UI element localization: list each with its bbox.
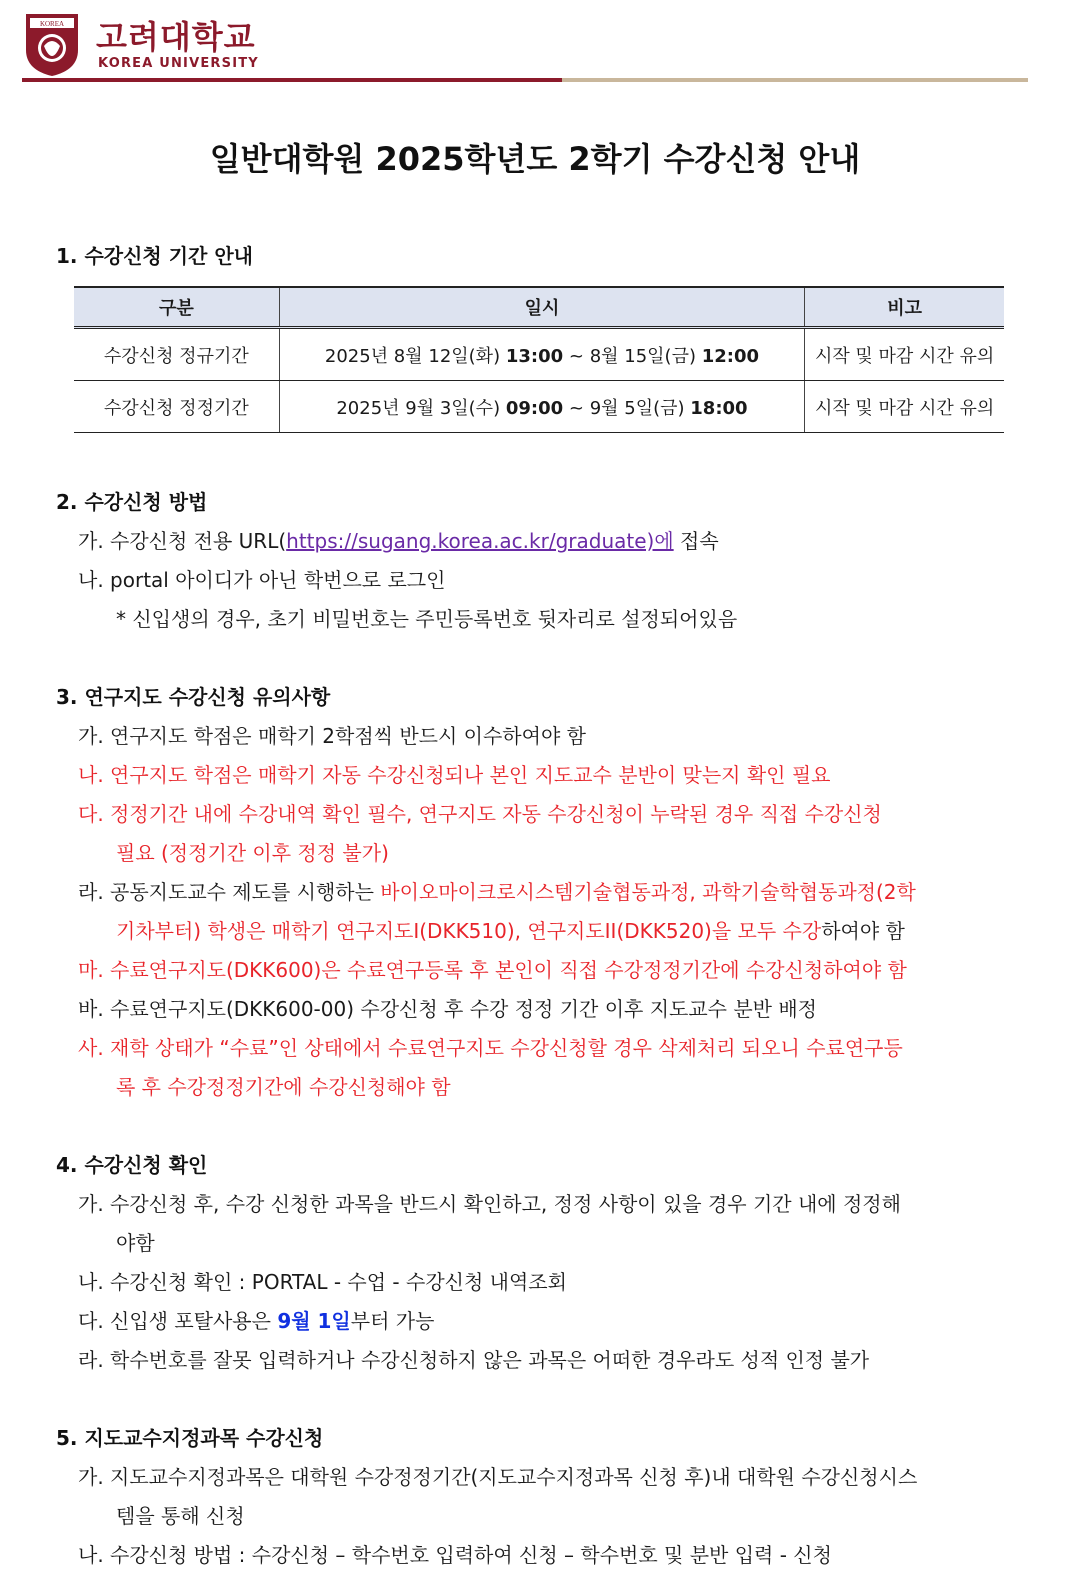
section2-note: * 신입생의 경우, 초기 비밀번호는 주민등록번호 뒷자리로 설정되어있음 [116, 607, 738, 631]
section3-item-f: 바. 수료연구지도(DKK600-00) 수강신청 후 수강 정정 기간 이후 지도교수 분반 배정 [78, 997, 817, 1021]
table-header-row [74, 287, 1004, 328]
section4-heading: 4. 수강신청 확인 [56, 1153, 208, 1177]
section1-heading: 1. 수강신청 기간 안내 [56, 244, 253, 268]
section2-heading: 2. 수강신청 방법 [56, 490, 208, 514]
period-table [74, 286, 1004, 433]
section3-item-d-cont: 기차부터) 학생은 매학기 연구지도I(DKK510), 연구지도II(DKK520)을 모두 수강하여야 함 [116, 919, 905, 943]
section5-item-b: 나. 수강신청 방법 : 수강신청 – 학수번호 입력하여 신청 – 학수번호 및 분반 입력 - 신청 [78, 1543, 832, 1567]
table-row [74, 328, 1004, 381]
section5-item-a-cont: 템을 통해 신청 [116, 1504, 245, 1528]
section3-item-c-cont: 필요 (정정기간 이후 정정 불가) [116, 841, 389, 865]
university-name-ko: 고려대학교 [96, 18, 256, 56]
section4-item-c: 다. 신입생 포탈사용은 9월 1일부터 가능 [78, 1309, 435, 1333]
section3-item-g: 사. 재학 상태가 “수료”인 상태에서 수료연구지도 수강신청할 경우 삭제처리 되오니 수료연구등 [78, 1036, 903, 1060]
period-datetime: 2025년 8월 12일(화) 13:00 ~ 8월 15일(금) 12:00 [279, 328, 805, 381]
section3-item-e: 마. 수료연구지도(DKK600)은 수료연구등록 후 본인이 직접 수강정정기간에 수강신청하여야 함 [78, 958, 907, 982]
period-note: 시작 및 마감 시간 유의 [805, 381, 1004, 433]
section5-heading: 5. 지도교수지정과목 수강신청 [56, 1426, 324, 1450]
page-title: 일반대학원 2025학년도 2학기 수강신청 안내 [209, 140, 861, 178]
section5-item-a: 가. 지도교수지정과목은 대학원 수강정정기간(지도교수지정과목 신청 후)내 대학원 수강신청시스 [78, 1465, 918, 1489]
section3-heading: 3. 연구지도 수강신청 유의사항 [56, 685, 331, 709]
section4-item-a: 가. 수강신청 후, 수강 신청한 과목을 반드시 확인하고, 정정 사항이 있을 경우 기간 내에 정정해 [78, 1192, 901, 1216]
korea-university-logo-icon [22, 10, 82, 78]
section3-item-b: 나. 연구지도 학점은 매학기 자동 수강신청되나 본인 지도교수 분반이 맞는지 확인 필요 [78, 763, 831, 787]
section3-item-g-cont: 록 후 수강정정기간에 수강신청해야 함 [116, 1075, 451, 1099]
section3-item-a: 가. 연구지도 학점은 매학기 2학점씩 반드시 이수하여야 함 [78, 724, 586, 748]
period-type: 수강신청 정정기간 [74, 381, 279, 433]
section4-item-d: 라. 학수번호를 잘못 입력하거나 수강신청하지 않은 과목은 어떠한 경우라도 성적 인정 불가 [78, 1348, 870, 1372]
section4-item-a-cont: 야함 [116, 1231, 155, 1255]
period-datetime: 2025년 9월 3일(수) 09:00 ~ 9월 5일(금) 18:00 [279, 381, 805, 433]
section3-item-d: 라. 공동지도교수 제도를 시행하는 바이오마이크로시스템기술협동과정, 과학기술학협동과정(2학 [78, 880, 916, 904]
table-header-note: 비고 [805, 287, 1004, 328]
svg-text:KOREA: KOREA [39, 20, 65, 28]
section3-item-c: 다. 정정기간 내에 수강내역 확인 필수, 연구지도 자동 수강신청이 누락된 경우 직접 수강신청 [78, 802, 882, 826]
sugang-url-link[interactable]: https://sugang.korea.ac.kr/graduate)에 [286, 529, 674, 553]
section2-item-b: 나. portal 아이디가 아닌 학번으로 로그인 [78, 568, 446, 592]
period-note: 시작 및 마감 시간 유의 [805, 328, 1004, 381]
section4-item-b: 나. 수강신청 확인 : PORTAL - 수업 - 수강신청 내역조회 [78, 1270, 567, 1294]
section2-item-a: 가. 수강신청 전용 URL(https://sugang.korea.ac.kr/graduate)에 접속 [78, 529, 719, 553]
period-type: 수강신청 정규기간 [74, 328, 279, 381]
table-header-datetime: 일시 [279, 287, 805, 328]
table-header-type: 구분 [74, 287, 279, 328]
university-name-en: KOREA UNIVERSITY [98, 56, 259, 71]
header [22, 8, 1028, 84]
table-row [74, 381, 1004, 433]
